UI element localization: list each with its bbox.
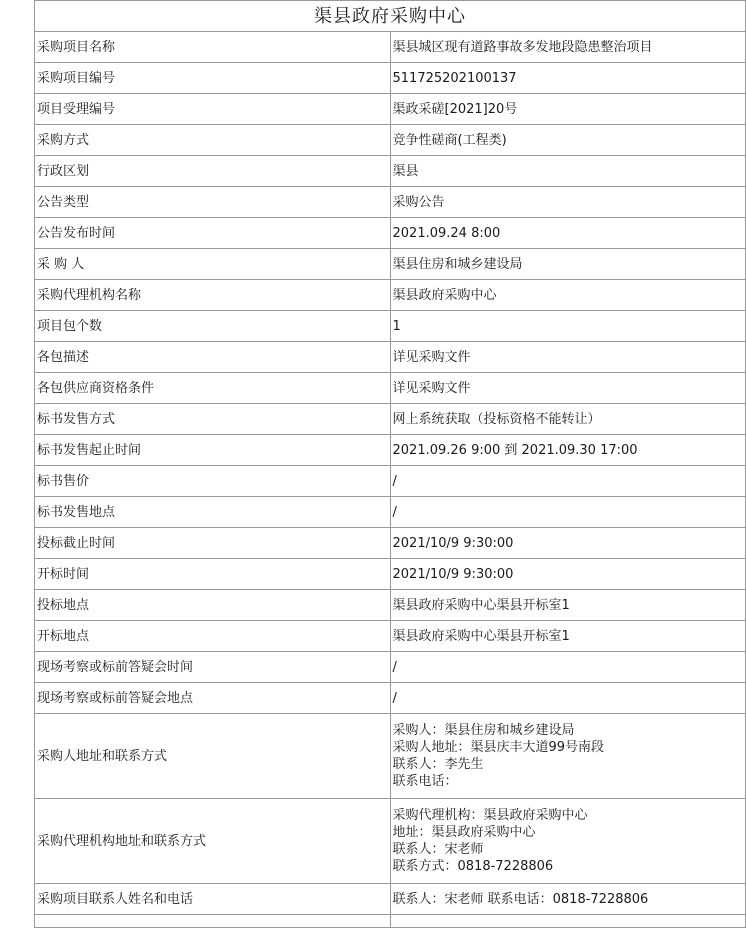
field-label: 开标地点: [35, 621, 391, 652]
field-label: 采购项目联系人姓名和电话: [35, 884, 391, 915]
contact-line: 联系人：宋老师: [392, 842, 484, 857]
field-label: 各包供应商资格条件: [35, 373, 391, 404]
contact-line: 采购人地址：渠县庆丰大道99号南段: [392, 740, 605, 755]
table-row: [35, 32, 746, 63]
field-value: 2021/10/9 9:30:00: [390, 528, 746, 559]
agency-contact-row: [35, 799, 746, 884]
table-row: [35, 373, 746, 404]
field-value: 渠县城区现有道路事故多发地段隐患整治项目: [390, 32, 746, 63]
field-value: 渠县住房和城乡建设局: [390, 249, 746, 280]
contact-line: 采购人：渠县住房和城乡建设局: [392, 723, 575, 738]
field-label: 项目受理编号: [35, 94, 391, 125]
field-label: 采购项目编号: [35, 63, 391, 94]
table-row: [35, 187, 746, 218]
contact-line: 联系人：李先生: [392, 757, 484, 772]
field-value: /: [390, 683, 746, 714]
table-row: [35, 94, 746, 125]
field-label: 采购项目名称: [35, 32, 391, 63]
table-row: [35, 342, 746, 373]
field-label: 现场考察或标前答疑会地点: [35, 683, 391, 714]
field-label: 采购方式: [35, 125, 391, 156]
table-row: [35, 218, 746, 249]
project-contact-row: [35, 884, 746, 915]
field-label: 采购代理机构名称: [35, 280, 391, 311]
table-row: [35, 559, 746, 590]
field-value: 渠县政府采购中心: [390, 280, 746, 311]
page-title: 渠县政府采购中心: [35, 1, 746, 32]
field-label: 标书发售起止时间: [35, 435, 391, 466]
field-value: 2021.09.26 9:00 到 2021.09.30 17:00: [390, 435, 746, 466]
field-label: 采 购 人: [35, 249, 391, 280]
table-row: [35, 497, 746, 528]
table-row: [35, 435, 746, 466]
table-row: [35, 621, 746, 652]
table-row: [35, 125, 746, 156]
field-value: 网上系统获取（投标资格不能转让）: [390, 404, 746, 435]
contact-line: 地址：渠县政府采购中心: [392, 825, 536, 840]
table-row: [35, 590, 746, 621]
procurement-info-table: [34, 0, 746, 928]
field-value: 采购公告: [390, 187, 746, 218]
field-label: 标书发售地点: [35, 497, 391, 528]
field-value: 详见采购文件: [390, 373, 746, 404]
field-value: /: [390, 497, 746, 528]
purchaser-contact-row: [35, 714, 746, 799]
title-row: [35, 1, 746, 32]
field-label: 行政区划: [35, 156, 391, 187]
field-label: 公告发布时间: [35, 218, 391, 249]
contact-line: 联系方式：0818-7228806: [392, 859, 554, 874]
field-value: 渠政采磋[2021]20号: [390, 94, 746, 125]
field-value: 详见采购文件: [390, 342, 746, 373]
field-label: 各包描述: [35, 342, 391, 373]
field-label: 投标地点: [35, 590, 391, 621]
field-label: 采购人地址和联系方式: [35, 714, 391, 799]
field-value: /: [390, 466, 746, 497]
table-row: [35, 249, 746, 280]
field-label: 开标时间: [35, 559, 391, 590]
field-value: 竞争性磋商(工程类): [390, 125, 746, 156]
table-row: [35, 683, 746, 714]
field-value: 511725202100137: [390, 63, 746, 94]
field-value: 渠县政府采购中心渠县开标室1: [390, 590, 746, 621]
table-row: [35, 156, 746, 187]
field-value: 渠县: [390, 156, 746, 187]
field-value: [390, 714, 746, 799]
table-row: [35, 652, 746, 683]
field-value: 渠县政府采购中心渠县开标室1: [390, 621, 746, 652]
contact-line: 联系电话：: [392, 774, 458, 789]
field-value: [390, 799, 746, 884]
field-value: 2021.09.24 8:00: [390, 218, 746, 249]
table-row: [35, 63, 746, 94]
field-label: 投标截止时间: [35, 528, 391, 559]
field-value: 1: [390, 311, 746, 342]
table-row: [35, 466, 746, 497]
field-label: 标书发售方式: [35, 404, 391, 435]
table-row: [35, 280, 746, 311]
field-label: 公告类型: [35, 187, 391, 218]
field-value: 联系人：宋老师 联系电话：0818-7228806: [390, 884, 746, 915]
field-label: 现场考察或标前答疑会时间: [35, 652, 391, 683]
table-row: [35, 528, 746, 559]
table-row-partial: [35, 915, 746, 928]
field-label: 采购代理机构地址和联系方式: [35, 799, 391, 884]
table-row: [35, 404, 746, 435]
table-row: [35, 311, 746, 342]
field-value: /: [390, 652, 746, 683]
field-label: 标书售价: [35, 466, 391, 497]
field-label: [35, 915, 391, 928]
field-value: 2021/10/9 9:30:00: [390, 559, 746, 590]
field-label: 项目包个数: [35, 311, 391, 342]
contact-line: 采购代理机构：渠县政府采购中心: [392, 808, 588, 823]
field-value: [390, 915, 746, 928]
